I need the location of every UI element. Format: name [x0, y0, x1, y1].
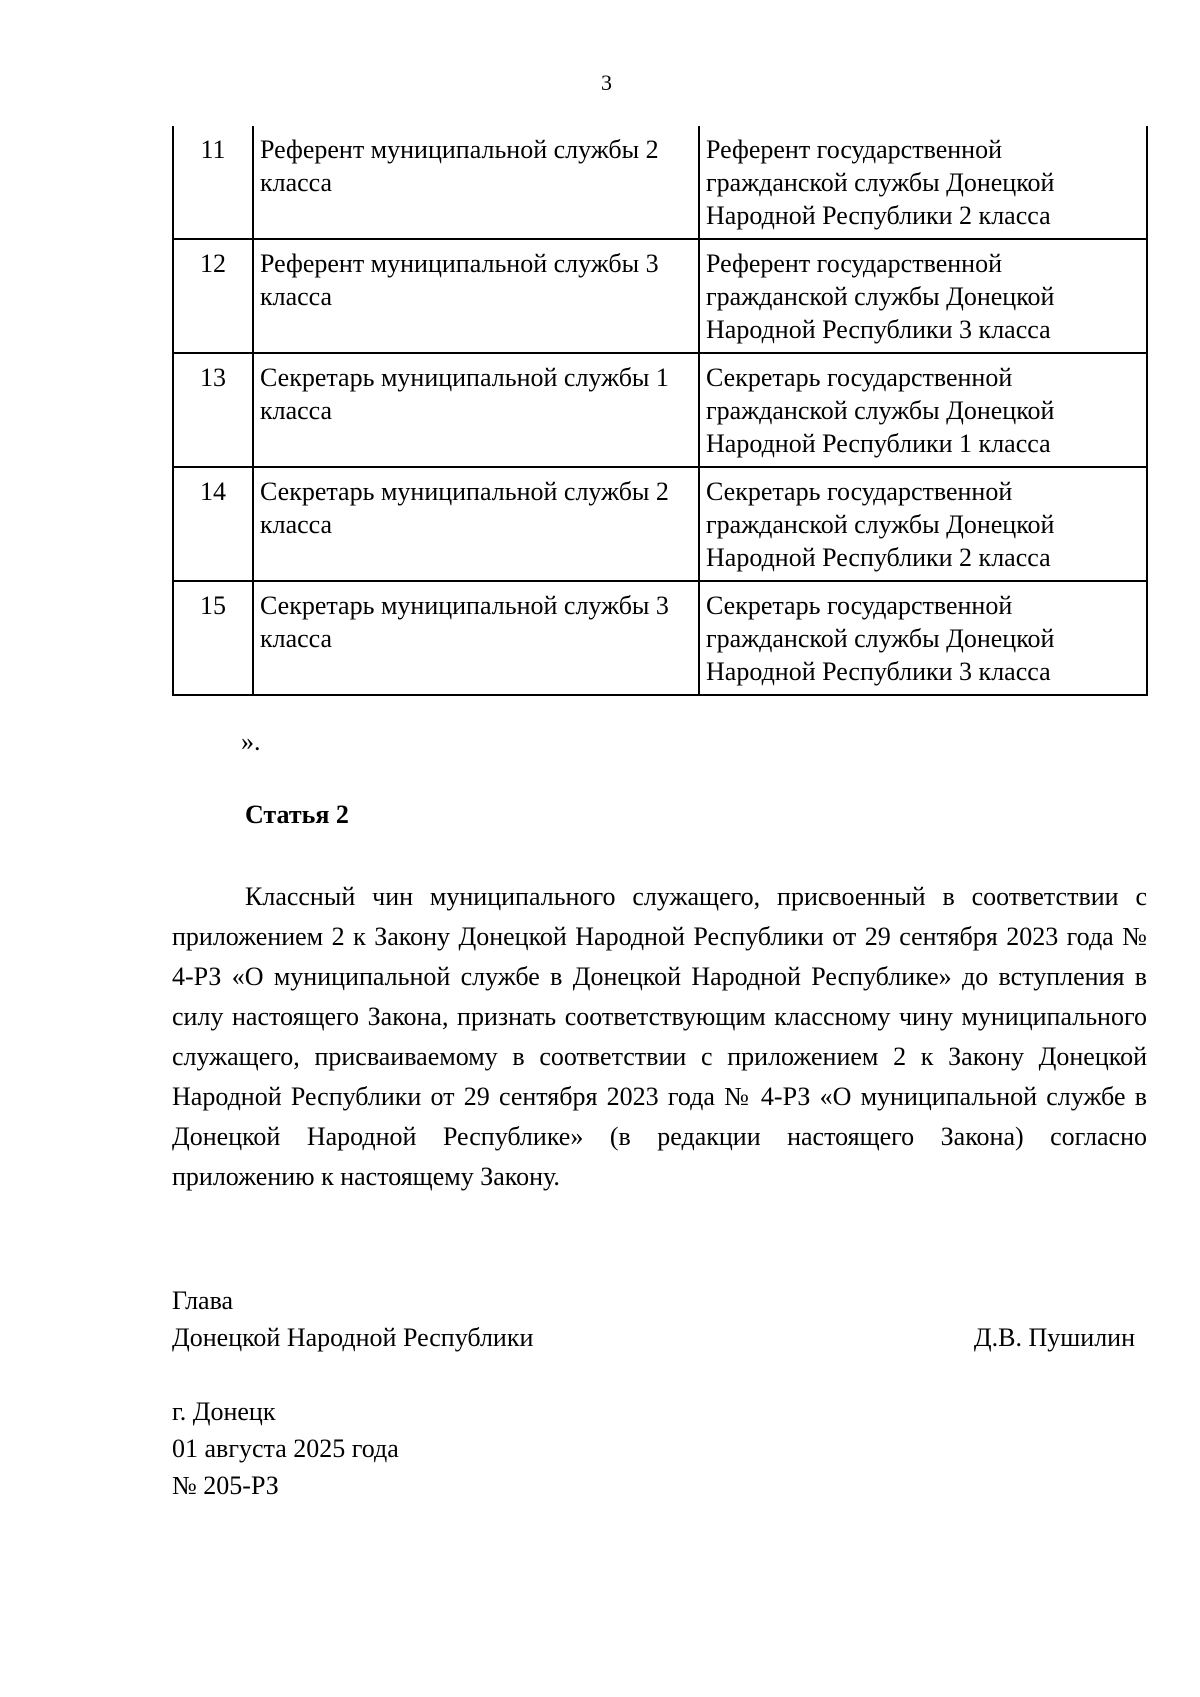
law-number: № 205-РЗ [172, 1471, 279, 1500]
state-rank: Референт государственной гражданской службы Донецкой Народной Республики 2 класса [699, 126, 1147, 239]
signatory-position-line1: Глава [172, 1286, 234, 1315]
table-row [173, 467, 1147, 581]
municipal-rank: Секретарь муниципальной службы 3 класса [253, 581, 699, 695]
article-body: Классный чин муниципального служащего, присвоенный в соответствии с приложением 2 к Закону Донецкой Народной Республики от 29 сентября 2023 года № 4-РЗ «О муниципальной службе в Донецкой Народной Республике» до вступления в силу настоящего Закона, признать соответствующим классному чину муниципального служащего, присваиваемому в соответствии с приложением 2 к Закону Донецкой Народной Республики от 29 сентября 2023 года № 4-РЗ «О муниципальной службе в Донецкой Народной Республике» (в редакции настоящего Закона) согласно приложению к настоящему Закону. [172, 882, 1147, 1191]
closing-quote: ». [241, 727, 261, 756]
table-row [173, 353, 1147, 467]
municipal-rank: Референт муниципальной службы 3 класса [253, 239, 699, 353]
table-row [173, 239, 1147, 353]
place-date-block [172, 1393, 399, 1504]
state-rank: Референт государственной гражданской службы Донецкой Народной Республики 3 класса [699, 239, 1147, 353]
city: г. Донецк [172, 1397, 276, 1426]
row-number: 13 [173, 353, 253, 467]
table-row [173, 581, 1147, 695]
table-row [173, 126, 1147, 239]
municipal-rank: Референт муниципальной службы 2 класса [253, 126, 699, 239]
row-number: 15 [173, 581, 253, 695]
state-rank: Секретарь государственной гражданской службы Донецкой Народной Республики 2 класса [699, 467, 1147, 581]
municipal-rank: Секретарь муниципальной службы 1 класса [253, 353, 699, 467]
row-number: 11 [173, 126, 253, 239]
page-number: 3 [601, 70, 612, 95]
signature-row [172, 1319, 1147, 1356]
class-ranks-table [172, 126, 1148, 696]
signatory-position-line2: Донецкой Народной Республики [172, 1323, 534, 1352]
article-title: Статья 2 [245, 800, 349, 829]
signature-block [172, 1282, 1147, 1356]
law-date: 01 августа 2025 года [172, 1434, 399, 1463]
row-number: 12 [173, 239, 253, 353]
state-rank: Секретарь государственной гражданской службы Донецкой Народной Республики 3 класса [699, 581, 1147, 695]
signatory-name: Д.В. Пушилин [973, 1323, 1135, 1352]
municipal-rank: Секретарь муниципальной службы 2 класса [253, 467, 699, 581]
row-number: 14 [173, 467, 253, 581]
state-rank: Секретарь государственной гражданской службы Донецкой Народной Республики 1 класса [699, 353, 1147, 467]
